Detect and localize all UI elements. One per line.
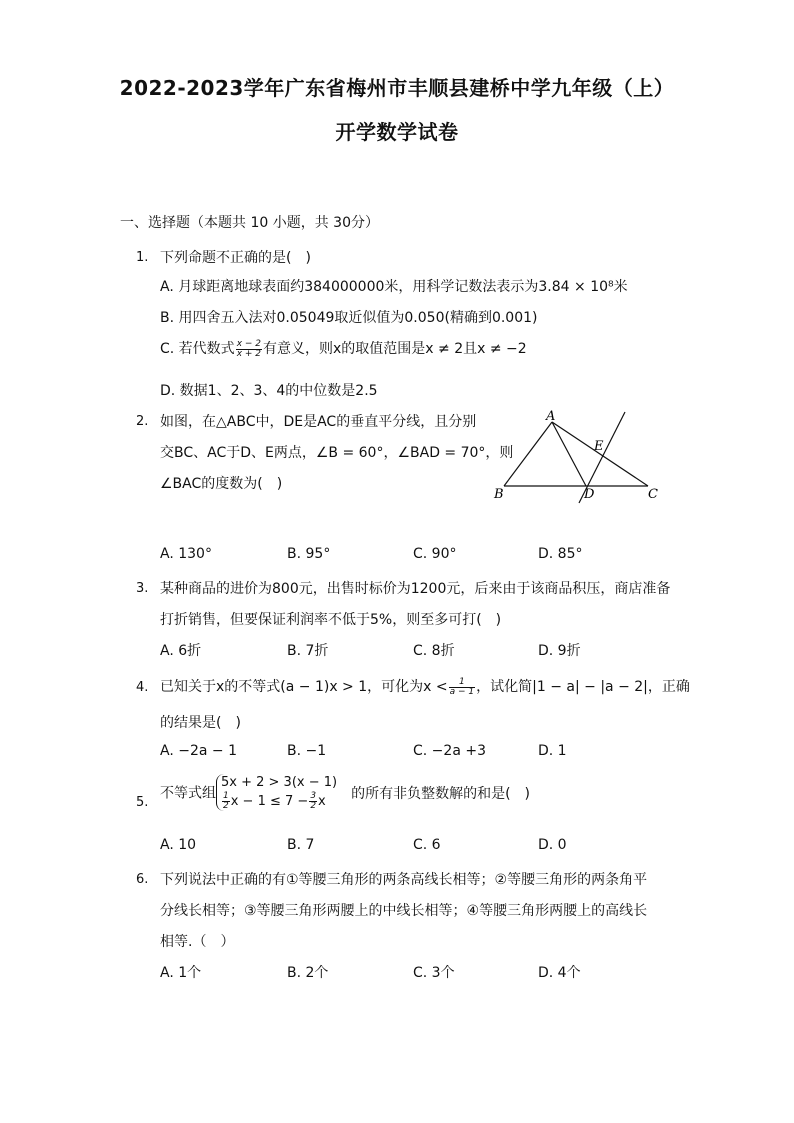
q5-inequality-2-mid: x − 1 ≤ 7 − — [230, 794, 309, 809]
q3-line1: 某种商品的进价为800元，出售时标价为1200元，后来由于该商品积压，商店准备 — [160, 581, 671, 597]
q2-number: 2. — [136, 414, 149, 429]
q4-frac-denominator: a − 1 — [449, 686, 475, 697]
q6-line1: 下列说法中正确的有①等腰三角形的两条高线长相等；②等腰三角形的两条角平 — [160, 872, 648, 888]
q5-inequality-system — [216, 774, 337, 811]
segment-ab — [504, 422, 552, 486]
q4-option-b[interactable]: B. −1 — [287, 743, 327, 759]
q1-frac-numerator: x − 2 — [236, 338, 262, 349]
q2-line3: ∠BAC的度数为( ) — [160, 476, 283, 492]
page-title-line2: 开学数学试卷 — [335, 120, 459, 144]
q3-line2: 打折销售，但要保证利润率不低于5%，则至多可打( ) — [160, 612, 502, 628]
q1-option-d[interactable]: D. 数据1、2、3、4的中位数是2.5 — [160, 383, 378, 399]
q5-frac2-num: 3 — [310, 791, 317, 801]
q2-line1: 如图，在△ABC中，DE是AC的垂直平分线，且分别 — [160, 414, 477, 430]
q3-number: 3. — [136, 581, 149, 596]
q2-option-c[interactable]: C. 90° — [413, 546, 457, 562]
q2-option-d[interactable]: D. 85° — [538, 546, 583, 562]
q1-option-c-suffix: 有意义，则x的取值范围是x ≠ 2且x ≠ −2 — [263, 341, 527, 357]
q2-option-b[interactable]: B. 95° — [287, 546, 331, 562]
q5-option-b[interactable]: B. 7 — [287, 837, 315, 853]
q1-frac-denominator: x + 2 — [236, 348, 262, 359]
q3-option-d[interactable]: D. 9折 — [538, 643, 581, 659]
q3-option-b[interactable]: B. 7折 — [287, 643, 329, 659]
q5-number: 5. — [136, 795, 149, 810]
q1-option-a[interactable]: A. 月球距离地球表面约384000000米，用科学记数法表示为3.84 × 10⁸米 — [160, 279, 628, 295]
q5-option-c[interactable]: C. 6 — [413, 837, 441, 853]
q4-frac-numerator: 1 — [449, 678, 476, 688]
q6-number: 6. — [136, 872, 149, 887]
q6-option-b[interactable]: B. 2个 — [287, 965, 329, 981]
q5-frac-three-halves — [309, 792, 317, 811]
q1-option-c[interactable] — [160, 338, 527, 359]
q6-line2: 分线长相等；③等腰三角形两腰上的中线长相等；④等腰三角形两腰上的高线长 — [160, 903, 648, 919]
q2-option-a[interactable]: A. 130° — [160, 546, 212, 562]
q2-triangle-figure — [490, 408, 670, 508]
q5-frac1-num: 1 — [223, 791, 229, 801]
q5-option-d[interactable]: D. 0 — [538, 837, 567, 853]
q4-line1-prefix: 已知关于x的不等式(a − 1)x > 1，可化为x < — [160, 679, 448, 695]
q1-stem: 下列命题不正确的是( ) — [160, 250, 311, 266]
q5-inequality-1: 5x + 2 > 3(x − 1) — [221, 775, 338, 790]
q1-option-c-fraction — [236, 340, 262, 359]
q4-option-a[interactable]: A. −2a − 1 — [160, 743, 237, 759]
label-b: B — [494, 487, 504, 502]
q4-line2: 的结果是( ) — [160, 715, 241, 731]
q4-number: 4. — [136, 680, 149, 695]
q5-stem — [160, 774, 530, 811]
q5-suffix: 的所有非负整数解的和是( ) — [351, 785, 531, 802]
q5-prefix: 不等式组 — [160, 785, 216, 802]
q5-frac1-den: 2 — [223, 801, 229, 811]
q6-option-c[interactable]: C. 3个 — [413, 965, 455, 981]
q6-line3: 相等.（ ） — [160, 934, 235, 950]
segment-ad — [552, 422, 586, 486]
q5-frac2-den: 2 — [310, 801, 317, 811]
q1-option-c-prefix: C. 若代数式 — [160, 341, 235, 357]
segment-ac — [552, 422, 648, 486]
q5-inequality-2-end: x — [318, 794, 326, 809]
q4-fraction — [449, 678, 476, 697]
label-a: A — [546, 409, 556, 424]
q6-option-d[interactable]: D. 4个 — [538, 965, 581, 981]
page-title-line1: 2022-2023学年广东省梅州市丰顺县建桥中学九年级（上） — [119, 76, 675, 100]
section-heading: 一、选择题（本题共 10 小题，共 30分） — [120, 215, 379, 231]
q4-option-c[interactable]: C. −2a +3 — [413, 743, 486, 759]
q4-option-d[interactable]: D. 1 — [538, 743, 567, 759]
q4-line1-suffix: ，试化简|1 − a| − |a − 2|，正确 — [476, 679, 690, 695]
q6-option-a[interactable]: A. 1个 — [160, 965, 202, 981]
label-d: D — [584, 487, 595, 502]
q5-option-a[interactable]: A. 10 — [160, 837, 197, 853]
label-e: E — [594, 439, 604, 454]
label-c: C — [648, 487, 658, 502]
q3-option-a[interactable]: A. 6折 — [160, 643, 202, 659]
q1-number: 1. — [136, 250, 149, 265]
q3-option-c[interactable]: C. 8折 — [413, 643, 455, 659]
q5-inequality-2 — [221, 792, 337, 811]
q5-frac-half — [222, 792, 230, 811]
q1-option-b[interactable]: B. 用四舍五入法对0.05049取近似值为0.050(精确到0.001) — [160, 310, 538, 326]
q4-line1 — [160, 676, 690, 697]
q2-line2: 交BC、AC于D、E两点，∠B = 60°，∠BAD = 70°，则 — [160, 445, 514, 461]
